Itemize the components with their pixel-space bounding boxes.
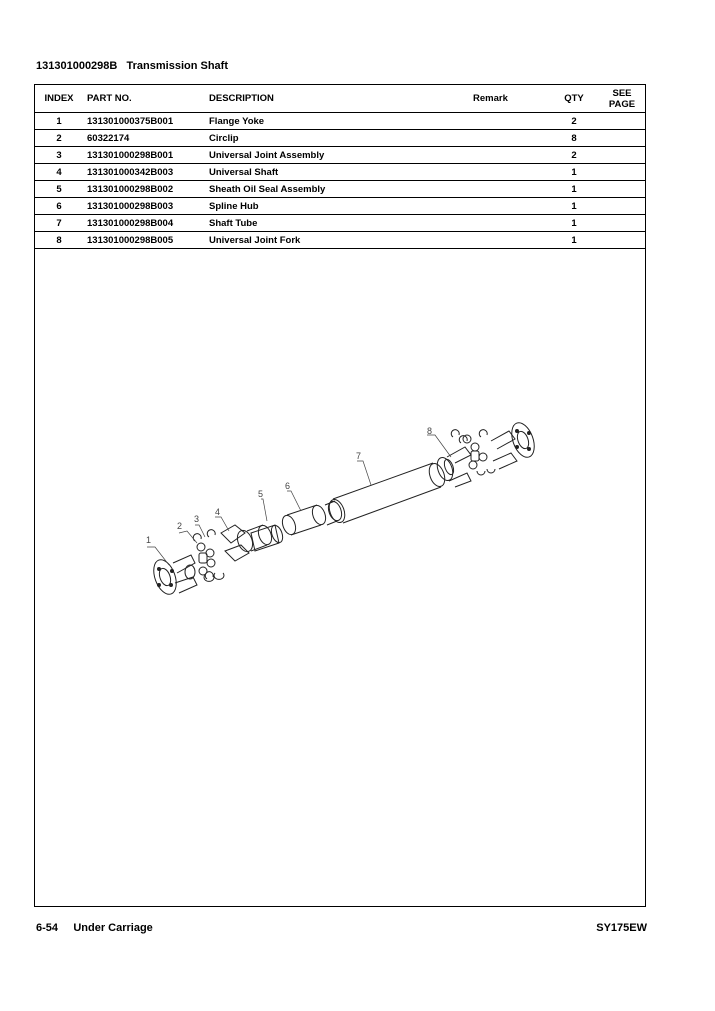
flange-yoke-right-drawing — [491, 420, 539, 469]
callout-3: 3 — [194, 514, 200, 524]
callout-7: 7 — [356, 451, 362, 461]
row-qty: 1 — [549, 198, 599, 215]
col-see-page-line1: SEE — [612, 87, 632, 99]
row-qty: 1 — [549, 181, 599, 198]
universal-joint-left-drawing — [197, 543, 224, 581]
footer-page: 6-54 — [36, 922, 59, 934]
callout-6: 6 — [285, 481, 291, 491]
row-part-no: 131301000298B003 — [83, 198, 205, 215]
row-qty: 1 — [549, 232, 599, 249]
col-remark: Remark — [473, 85, 549, 113]
footer-model: SY175EW — [596, 922, 647, 934]
row-description: Shaft Tube — [205, 215, 473, 232]
row-part-no: 131301000298B002 — [83, 181, 205, 198]
footer-left — [36, 922, 153, 934]
row-qty: 1 — [549, 215, 599, 232]
row-part-no: 131301000298B001 — [83, 147, 205, 164]
col-part-no: PART NO. — [83, 85, 205, 113]
row-description: Sheath Oil Seal Assembly — [205, 181, 473, 198]
row-description: Spline Hub — [205, 198, 473, 215]
row-qty: 8 — [549, 130, 599, 147]
callout-1: 1 — [146, 535, 152, 545]
row-index: 6 — [35, 198, 83, 215]
row-qty: 2 — [549, 113, 599, 130]
callout-2: 2 — [177, 521, 183, 531]
universal-shaft-drawing — [221, 524, 274, 561]
spline-hub-drawing — [280, 500, 344, 537]
row-qty: 2 — [549, 147, 599, 164]
row-index: 1 — [35, 113, 83, 130]
row-index: 7 — [35, 215, 83, 232]
col-index: INDEX — [35, 85, 83, 113]
callout-4: 4 — [215, 507, 221, 517]
callout-8: 8 — [427, 426, 433, 436]
row-index: 3 — [35, 147, 83, 164]
row-part-no: 131301000298B005 — [83, 232, 205, 249]
doc-number: 131301000298B — [36, 60, 118, 72]
row-description: Flange Yoke — [205, 113, 473, 130]
row-description: Universal Joint Assembly — [205, 147, 473, 164]
row-index: 8 — [35, 232, 83, 249]
flange-yoke-left-drawing — [149, 555, 197, 597]
callout-5: 5 — [258, 489, 264, 499]
doc-title-text: Transmission Shaft — [126, 60, 229, 72]
row-index: 4 — [35, 164, 83, 181]
row-part-no: 131301000375B001 — [83, 113, 205, 130]
row-description: Universal Shaft — [205, 164, 473, 181]
document-title — [36, 60, 228, 72]
footer-section: Under Carriage — [73, 922, 153, 934]
row-qty: 1 — [549, 164, 599, 181]
row-description: Universal Joint Fork — [205, 232, 473, 249]
content-frame — [34, 84, 646, 907]
row-description: Circlip — [205, 130, 473, 147]
row-index: 2 — [35, 130, 83, 147]
col-qty: QTY — [549, 85, 599, 113]
col-see-page-line2: PAGE — [608, 98, 636, 110]
shaft-tube-drawing — [326, 461, 447, 524]
circlips-left-drawing — [193, 530, 215, 579]
row-part-no: 131301000298B004 — [83, 215, 205, 232]
row-part-no: 131301000342B003 — [83, 164, 205, 181]
exploded-parts-diagram — [35, 85, 647, 908]
row-part-no: 60322174 — [83, 130, 205, 147]
universal-joint-right-drawing — [451, 430, 495, 475]
col-description: DESCRIPTION — [205, 85, 473, 113]
row-index: 5 — [35, 181, 83, 198]
